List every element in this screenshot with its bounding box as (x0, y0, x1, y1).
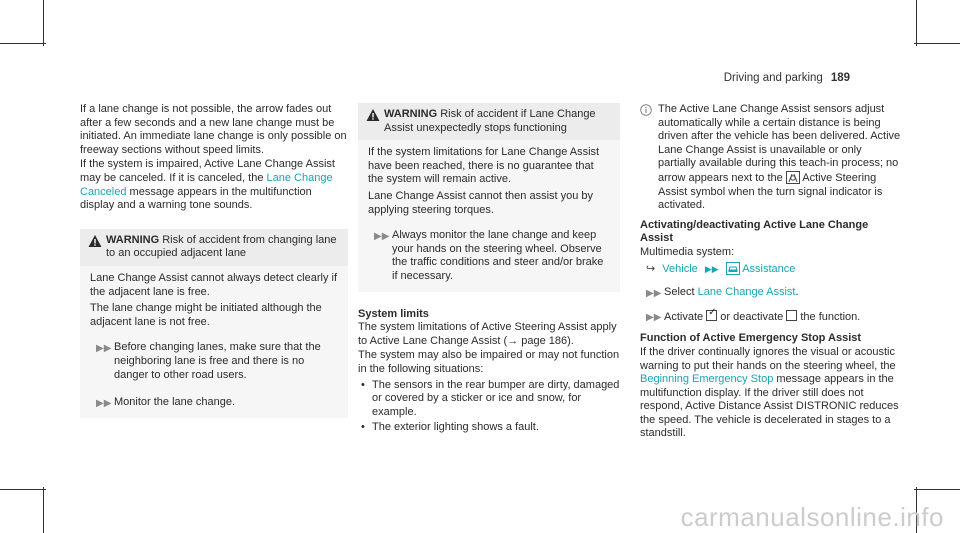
warning-header (80, 229, 348, 266)
crop-mark (0, 489, 46, 490)
list-item-text: The sensors in the rear bumper are dirty, damaged or covered by a sticker or ice and snow, for example. (372, 378, 620, 418)
step-arrow-icon: ▶▶ (96, 343, 112, 355)
warning-label: WARNING (384, 108, 438, 120)
paragraph: Lane Change Assist cannot then assist you by applying steering torques. (368, 189, 594, 216)
checkbox-empty-icon (786, 310, 797, 321)
instruction-step: ▶▶ Select Lane Change Assist. (646, 286, 799, 300)
step-arrow-icon: ▶▶ (646, 311, 662, 323)
step-text: Monitor the lane change. (114, 396, 236, 409)
crop-mark (914, 43, 960, 44)
column-2 (358, 103, 620, 435)
warning-box (80, 229, 348, 418)
bullet-icon: • (361, 421, 365, 434)
section-heading: System limits (358, 307, 429, 320)
warning-triangle-icon (366, 108, 380, 122)
instruction-step (90, 396, 338, 410)
step-arrow-icon: ▶▶ (704, 263, 719, 274)
list-item-text: The exterior lighting shows a fault. (372, 421, 539, 434)
paragraph: The lane change might be initiated although the adjacent lane is not free. (90, 302, 322, 328)
text: If the driver continually ignores the visual or acoustic warning to put their hands on the steering wheel, the (640, 345, 896, 372)
info-text: Active Steering Assist symbol when the turn signal indicator is activated. (658, 171, 883, 212)
steering-assist-icon (786, 171, 800, 184)
warning-header (358, 103, 620, 140)
menu-return-arrow-icon: ↪ (646, 262, 656, 275)
step-text: Always monitor the lane change and keep your hands on the steering wheel. Observe the traffic conditions and steer and/or brake if necessary. (392, 229, 604, 282)
info-note (640, 103, 902, 213)
step-text: the function. (800, 310, 861, 323)
section-heading: Function of Active Emergency Stop Assist (640, 332, 862, 345)
info-icon (640, 104, 652, 116)
display-message: Lane Change Canceled (80, 171, 333, 198)
crop-mark (43, 0, 44, 46)
crop-mark (916, 0, 917, 46)
column-1 (80, 103, 348, 418)
step-arrow-icon: ▶▶ (374, 231, 390, 243)
step-text: Activate (664, 310, 704, 323)
paragraph: The system may also be impaired or may not function in the following situations: (358, 349, 620, 375)
section-title: Driving and parking (723, 72, 823, 84)
paragraph (640, 346, 902, 441)
text: message appears in the multifunction display. If the driver still does not respond, Active Distance Assist DISTRONIC reduces the speed. The vehicle is decelerated in stages to a standstill. (640, 373, 899, 440)
watermark: carmanualsonline.info (680, 502, 944, 533)
paragraph: If a lane change is not possible, the arrow fades out after a few seconds and a new lane change must be initiated. An immediate lane change is only possible on freeway sections without speed limits. (80, 103, 347, 156)
step-arrow-icon: ▶▶ (646, 288, 662, 300)
instruction-step (640, 306, 902, 325)
section-heading: Activating/deactivating Active Lane Change Assist (640, 218, 869, 245)
paragraph: The system limitations of Active Steering Assist apply to Active Lane Change Assist (→ page 186). (358, 321, 617, 347)
info-text: The Active Lane Change Assist sensors adjust automatically while a certain distance is being driven after the vehicle has been delivered. Active Lane Change Assist is unavailable or only partially available during this teach-in process; no arrow appears next to the (658, 103, 901, 184)
menu-item-vehicle: Vehicle (662, 262, 698, 275)
list-item (358, 379, 620, 420)
menu-item-assistance: Assistance (742, 262, 796, 275)
crop-mark (0, 43, 46, 44)
warning-triangle-icon (88, 234, 102, 248)
page-header (724, 72, 850, 86)
warning-body (358, 140, 620, 291)
warning-body (80, 266, 348, 418)
crop-mark (43, 487, 44, 533)
warning-title: Risk of accident if Lane Change Assist unexpectedly stops functioning (384, 108, 596, 134)
checkbox-checked-icon: ✓ (706, 310, 717, 321)
warning-label: WARNING (106, 233, 160, 246)
menu-path (640, 262, 902, 277)
bullet-icon: • (361, 378, 365, 391)
column-3 (640, 103, 902, 441)
instruction-step (368, 229, 610, 283)
menu-item-lane-change-assist: Lane Change Assist (697, 286, 796, 299)
list-item (358, 421, 620, 435)
paragraph (80, 158, 348, 212)
warning-title: Risk of accident from changing lane to an occupied adjacent lane (106, 233, 337, 260)
vehicle-icon (726, 262, 740, 275)
text: message appears in the multifunction display and a warning tone sounds. (80, 185, 312, 212)
paragraph: Multimedia system: (640, 245, 735, 258)
step-text: or deactivate (720, 310, 784, 323)
step-text: Select (664, 286, 695, 299)
step-arrow-icon: ▶▶ (96, 398, 112, 410)
text: If the system is impaired, Active Lane Change Assist may be canceled. If it is canceled, the (80, 158, 335, 184)
crop-mark (914, 489, 960, 490)
instruction-step (90, 341, 338, 382)
paragraph: Lane Change Assist cannot always detect clearly if the adjacent lane is free. (90, 271, 338, 298)
page-number: 189 (830, 72, 850, 84)
display-message: Beginning Emergency Stop (640, 373, 774, 386)
paragraph: If the system limitations for Lane Change Assist have been reached, there is no guarantee that the system will remain active. (368, 146, 600, 186)
warning-box (358, 103, 620, 292)
step-text: Before changing lanes, make sure that the neighboring lane is free and there is no danger to other road users. (114, 341, 321, 381)
